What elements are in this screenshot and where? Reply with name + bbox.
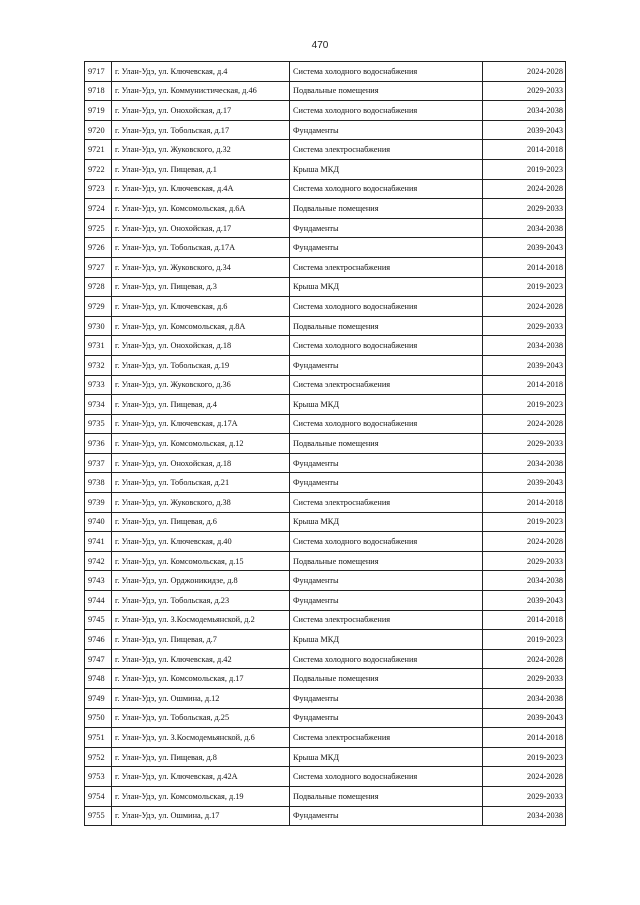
period-cell: 2014-2018 xyxy=(483,493,566,513)
table-row xyxy=(85,199,566,219)
system-cell: Система холодного водоснабжения xyxy=(290,767,483,787)
address-cell: г. Улан-Удэ, ул. Онохойская, д.18 xyxy=(112,453,290,473)
system-cell: Крыша МКД xyxy=(290,277,483,297)
row-number: 9746 xyxy=(85,630,112,650)
address-cell: г. Улан-Удэ, ул. Пищевая, д.1 xyxy=(112,159,290,179)
period-cell: 2039-2043 xyxy=(483,238,566,258)
period-cell: 2034-2038 xyxy=(483,101,566,121)
system-cell: Фундаменты xyxy=(290,120,483,140)
row-number: 9725 xyxy=(85,218,112,238)
row-number: 9745 xyxy=(85,610,112,630)
address-cell: г. Улан-Удэ, ул. Ключевская, д.17А xyxy=(112,414,290,434)
table-row xyxy=(85,453,566,473)
system-cell: Фундаменты xyxy=(290,591,483,611)
period-cell: 2029-2033 xyxy=(483,81,566,101)
address-cell: г. Улан-Удэ, ул. Онохойская, д.17 xyxy=(112,101,290,121)
period-cell: 2024-2028 xyxy=(483,767,566,787)
row-number: 9730 xyxy=(85,316,112,336)
address-cell: г. Улан-Удэ, ул. Тобольская, д.17А xyxy=(112,238,290,258)
row-number: 9748 xyxy=(85,669,112,689)
period-cell: 2019-2023 xyxy=(483,512,566,532)
period-cell: 2024-2028 xyxy=(483,649,566,669)
period-cell: 2034-2038 xyxy=(483,689,566,709)
table-row xyxy=(85,81,566,101)
system-cell: Система электроснабжения xyxy=(290,257,483,277)
address-cell: г. Улан-Удэ, ул. Комсомольская, д.15 xyxy=(112,551,290,571)
row-number: 9754 xyxy=(85,786,112,806)
table-row xyxy=(85,728,566,748)
row-number: 9729 xyxy=(85,297,112,317)
address-cell: г. Улан-Удэ, ул. Пищевая, д.7 xyxy=(112,630,290,650)
registry-table-body xyxy=(85,62,566,826)
table-row xyxy=(85,218,566,238)
table-row xyxy=(85,434,566,454)
table-row xyxy=(85,395,566,415)
table-row xyxy=(85,649,566,669)
system-cell: Фундаменты xyxy=(290,806,483,826)
period-cell: 2029-2033 xyxy=(483,551,566,571)
period-cell: 2014-2018 xyxy=(483,375,566,395)
system-cell: Фундаменты xyxy=(290,708,483,728)
row-number: 9742 xyxy=(85,551,112,571)
table-row xyxy=(85,767,566,787)
address-cell: г. Улан-Удэ, ул. Пищевая, д.4 xyxy=(112,395,290,415)
address-cell: г. Улан-Удэ, ул. Ключевская, д.6 xyxy=(112,297,290,317)
address-cell: г. Улан-Удэ, ул. Тобольская, д.19 xyxy=(112,355,290,375)
table-row xyxy=(85,414,566,434)
table-row xyxy=(85,473,566,493)
table-row xyxy=(85,101,566,121)
address-cell: г. Улан-Удэ, ул. Комсомольская, д.19 xyxy=(112,786,290,806)
period-cell: 2014-2018 xyxy=(483,140,566,160)
system-cell: Система электроснабжения xyxy=(290,493,483,513)
row-number: 9734 xyxy=(85,395,112,415)
table-row xyxy=(85,571,566,591)
system-cell: Фундаменты xyxy=(290,571,483,591)
period-cell: 2029-2033 xyxy=(483,669,566,689)
address-cell: г. Улан-Удэ, ул. Пищевая, д.6 xyxy=(112,512,290,532)
row-number: 9737 xyxy=(85,453,112,473)
system-cell: Крыша МКД xyxy=(290,747,483,767)
table-row xyxy=(85,806,566,826)
address-cell: г. Улан-Удэ, ул. Ключевская, д.4А xyxy=(112,179,290,199)
table-row xyxy=(85,159,566,179)
row-number: 9741 xyxy=(85,532,112,552)
period-cell: 2024-2028 xyxy=(483,179,566,199)
row-number: 9749 xyxy=(85,689,112,709)
system-cell: Фундаменты xyxy=(290,453,483,473)
period-cell: 2019-2023 xyxy=(483,747,566,767)
address-cell: г. Улан-Удэ, ул. Комсомольская, д.6А xyxy=(112,199,290,219)
system-cell: Крыша МКД xyxy=(290,395,483,415)
row-number: 9726 xyxy=(85,238,112,258)
address-cell: г. Улан-Удэ, ул. Онохойская, д.17 xyxy=(112,218,290,238)
period-cell: 2024-2028 xyxy=(483,62,566,82)
table-row xyxy=(85,689,566,709)
row-number: 9739 xyxy=(85,493,112,513)
table-row xyxy=(85,336,566,356)
system-cell: Подвальные помещения xyxy=(290,669,483,689)
table-row xyxy=(85,591,566,611)
row-number: 9736 xyxy=(85,434,112,454)
period-cell: 2034-2038 xyxy=(483,571,566,591)
system-cell: Система электроснабжения xyxy=(290,140,483,160)
period-cell: 2034-2038 xyxy=(483,218,566,238)
row-number: 9755 xyxy=(85,806,112,826)
table-row xyxy=(85,375,566,395)
period-cell: 2024-2028 xyxy=(483,297,566,317)
system-cell: Система холодного водоснабжения xyxy=(290,179,483,199)
address-cell: г. Улан-Удэ, ул. Коммунистическая, д.46 xyxy=(112,81,290,101)
table-row xyxy=(85,669,566,689)
period-cell: 2014-2018 xyxy=(483,728,566,748)
row-number: 9753 xyxy=(85,767,112,787)
period-cell: 2024-2028 xyxy=(483,532,566,552)
table-row xyxy=(85,786,566,806)
address-cell: г. Улан-Удэ, ул. Ключевская, д.40 xyxy=(112,532,290,552)
table-row xyxy=(85,512,566,532)
row-number: 9728 xyxy=(85,277,112,297)
system-cell: Система холодного водоснабжения xyxy=(290,62,483,82)
system-cell: Крыша МКД xyxy=(290,159,483,179)
table-row xyxy=(85,355,566,375)
system-cell: Система холодного водоснабжения xyxy=(290,336,483,356)
table-row xyxy=(85,532,566,552)
row-number: 9747 xyxy=(85,649,112,669)
system-cell: Подвальные помещения xyxy=(290,316,483,336)
table-row xyxy=(85,493,566,513)
address-cell: г. Улан-Удэ, ул. Ключевская, д.4 xyxy=(112,62,290,82)
period-cell: 2014-2018 xyxy=(483,610,566,630)
period-cell: 2039-2043 xyxy=(483,591,566,611)
system-cell: Крыша МКД xyxy=(290,630,483,650)
address-cell: г. Улан-Удэ, ул. Комсомольская, д.17 xyxy=(112,669,290,689)
address-cell: г. Улан-Удэ, ул. Ошмина, д.17 xyxy=(112,806,290,826)
table-row xyxy=(85,140,566,160)
address-cell: г. Улан-Удэ, ул. Пищевая, д.3 xyxy=(112,277,290,297)
period-cell: 2029-2033 xyxy=(483,434,566,454)
table-row xyxy=(85,551,566,571)
address-cell: г. Улан-Удэ, ул. Орджоникидзе, д.8 xyxy=(112,571,290,591)
system-cell: Крыша МКД xyxy=(290,512,483,532)
row-number: 9727 xyxy=(85,257,112,277)
period-cell: 2029-2033 xyxy=(483,316,566,336)
period-cell: 2014-2018 xyxy=(483,257,566,277)
period-cell: 2019-2023 xyxy=(483,277,566,297)
system-cell: Система холодного водоснабжения xyxy=(290,101,483,121)
period-cell: 2039-2043 xyxy=(483,120,566,140)
row-number: 9724 xyxy=(85,199,112,219)
system-cell: Система электроснабжения xyxy=(290,610,483,630)
address-cell: г. Улан-Удэ, ул. Ключевская, д.42 xyxy=(112,649,290,669)
table-row xyxy=(85,179,566,199)
row-number: 9722 xyxy=(85,159,112,179)
system-cell: Система холодного водоснабжения xyxy=(290,649,483,669)
table-row xyxy=(85,316,566,336)
table-row xyxy=(85,277,566,297)
table-row xyxy=(85,238,566,258)
table-row xyxy=(85,708,566,728)
row-number: 9718 xyxy=(85,81,112,101)
row-number: 9719 xyxy=(85,101,112,121)
row-number: 9723 xyxy=(85,179,112,199)
table-row xyxy=(85,747,566,767)
system-cell: Фундаменты xyxy=(290,473,483,493)
address-cell: г. Улан-Удэ, ул. Тобольская, д.21 xyxy=(112,473,290,493)
period-cell: 2039-2043 xyxy=(483,355,566,375)
system-cell: Фундаменты xyxy=(290,238,483,258)
address-cell: г. Улан-Удэ, ул. Комсомольская, д.8А xyxy=(112,316,290,336)
system-cell: Система электроснабжения xyxy=(290,375,483,395)
address-cell: г. Улан-Удэ, ул. Ошмина, д.12 xyxy=(112,689,290,709)
address-cell: г. Улан-Удэ, ул. Тобольская, д.25 xyxy=(112,708,290,728)
period-cell: 2034-2038 xyxy=(483,806,566,826)
period-cell: 2019-2023 xyxy=(483,395,566,415)
system-cell: Система холодного водоснабжения xyxy=(290,532,483,552)
period-cell: 2029-2033 xyxy=(483,199,566,219)
row-number: 9717 xyxy=(85,62,112,82)
address-cell: г. Улан-Удэ, ул. Жуковского, д.38 xyxy=(112,493,290,513)
row-number: 9721 xyxy=(85,140,112,160)
period-cell: 2019-2023 xyxy=(483,630,566,650)
table-row xyxy=(85,630,566,650)
system-cell: Система электроснабжения xyxy=(290,728,483,748)
row-number: 9740 xyxy=(85,512,112,532)
row-number: 9720 xyxy=(85,120,112,140)
address-cell: г. Улан-Удэ, ул. Тобольская, д.23 xyxy=(112,591,290,611)
row-number: 9731 xyxy=(85,336,112,356)
row-number: 9743 xyxy=(85,571,112,591)
system-cell: Система холодного водоснабжения xyxy=(290,414,483,434)
system-cell: Фундаменты xyxy=(290,355,483,375)
system-cell: Подвальные помещения xyxy=(290,434,483,454)
system-cell: Фундаменты xyxy=(290,689,483,709)
period-cell: 2034-2038 xyxy=(483,453,566,473)
system-cell: Система холодного водоснабжения xyxy=(290,297,483,317)
system-cell: Фундаменты xyxy=(290,218,483,238)
address-cell: г. Улан-Удэ, ул. З.Космодемьянской, д.2 xyxy=(112,610,290,630)
table-row xyxy=(85,297,566,317)
period-cell: 2034-2038 xyxy=(483,336,566,356)
address-cell: г. Улан-Удэ, ул. З.Космодемьянской, д.6 xyxy=(112,728,290,748)
registry-table xyxy=(84,61,566,826)
system-cell: Подвальные помещения xyxy=(290,551,483,571)
row-number: 9750 xyxy=(85,708,112,728)
table-row xyxy=(85,257,566,277)
table-row xyxy=(85,62,566,82)
period-cell: 2029-2033 xyxy=(483,786,566,806)
period-cell: 2039-2043 xyxy=(483,708,566,728)
address-cell: г. Улан-Удэ, ул. Онохойская, д.18 xyxy=(112,336,290,356)
address-cell: г. Улан-Удэ, ул. Жуковского, д.32 xyxy=(112,140,290,160)
row-number: 9744 xyxy=(85,591,112,611)
system-cell: Подвальные помещения xyxy=(290,199,483,219)
row-number: 9738 xyxy=(85,473,112,493)
table-row xyxy=(85,610,566,630)
system-cell: Подвальные помещения xyxy=(290,81,483,101)
table-row xyxy=(85,120,566,140)
address-cell: г. Улан-Удэ, ул. Тобольская, д.17 xyxy=(112,120,290,140)
row-number: 9735 xyxy=(85,414,112,434)
system-cell: Подвальные помещения xyxy=(290,786,483,806)
address-cell: г. Улан-Удэ, ул. Жуковского, д.34 xyxy=(112,257,290,277)
period-cell: 2024-2028 xyxy=(483,414,566,434)
address-cell: г. Улан-Удэ, ул. Жуковского, д.36 xyxy=(112,375,290,395)
address-cell: г. Улан-Удэ, ул. Пищевая, д.8 xyxy=(112,747,290,767)
address-cell: г. Улан-Удэ, ул. Комсомольская, д.12 xyxy=(112,434,290,454)
period-cell: 2039-2043 xyxy=(483,473,566,493)
page-number: 470 xyxy=(311,40,329,51)
row-number: 9732 xyxy=(85,355,112,375)
period-cell: 2019-2023 xyxy=(483,159,566,179)
address-cell: г. Улан-Удэ, ул. Ключевская, д.42А xyxy=(112,767,290,787)
row-number: 9751 xyxy=(85,728,112,748)
row-number: 9752 xyxy=(85,747,112,767)
row-number: 9733 xyxy=(85,375,112,395)
